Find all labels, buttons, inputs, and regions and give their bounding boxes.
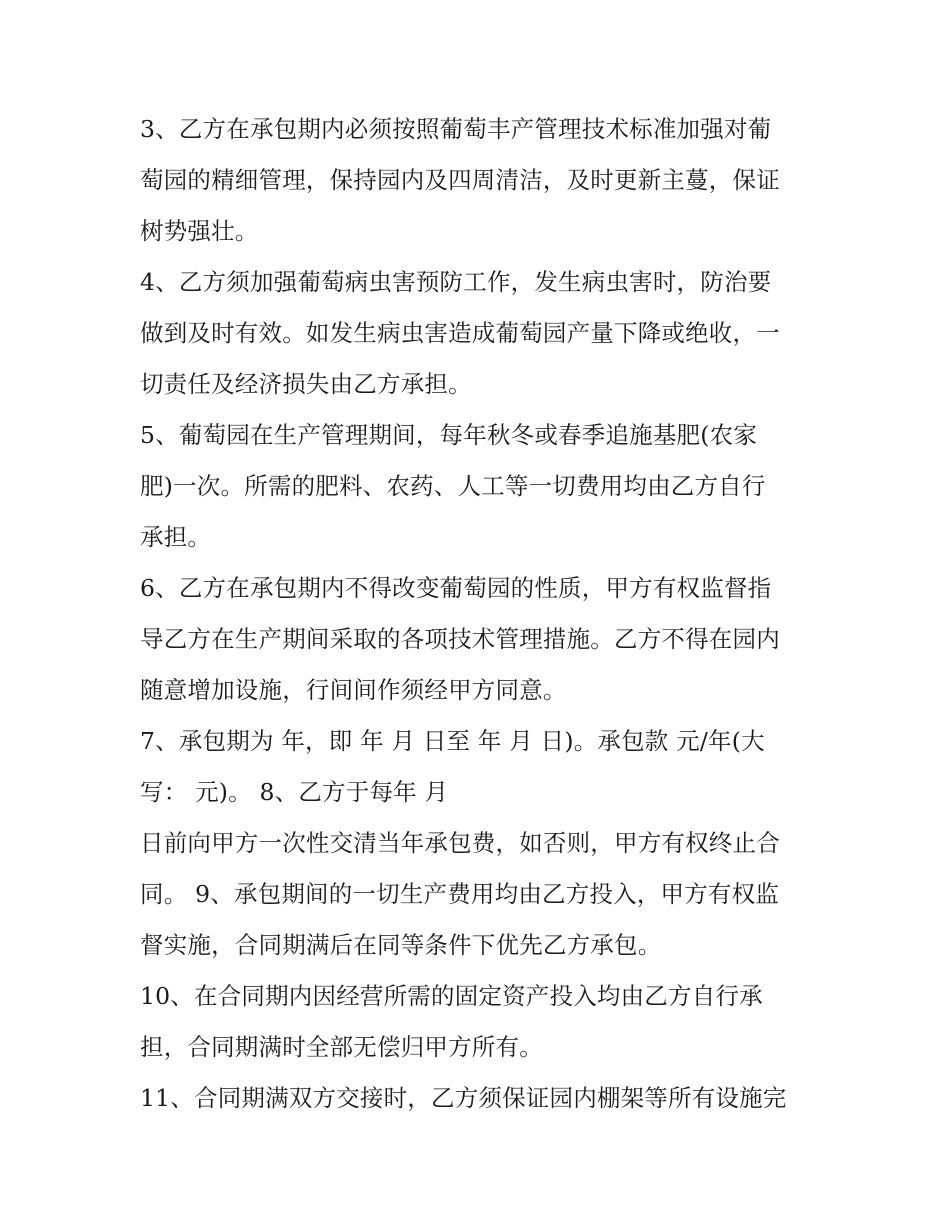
text-line: 随意增加设施，行间间作须经甲方同意。 bbox=[140, 676, 567, 704]
text-line: 7、承包期为 年，即 年 月 日至 年 月 日)。承包款 元/年(大 bbox=[140, 727, 765, 755]
text-line: 做到及时有效。如发生病虫害造成葡萄园产量下降或绝收，一 bbox=[140, 319, 780, 347]
text-line: 树势强壮。 bbox=[140, 217, 259, 245]
text-line: 日前向甲方一次性交清当年承包费，如否则，甲方有权终止合 bbox=[140, 829, 780, 857]
text-line: 6、乙方在承包期内不得改变葡萄园的性质，甲方有权监督指 bbox=[140, 574, 772, 602]
text-line: 10、在合同期内因经营所需的固定资产投入均由乙方自行承 bbox=[140, 982, 763, 1010]
text-line: 4、乙方须加强葡萄病虫害预防工作，发生病虫害时，防治要 bbox=[140, 268, 772, 296]
text-line: 担，合同期满时全部无偿归甲方所有。 bbox=[140, 1033, 543, 1061]
document-body bbox=[140, 104, 820, 1124]
text-line: 同。 9、承包期间的一切生产费用均由乙方投入，甲方有权监 bbox=[140, 880, 780, 908]
text-line: 写： 元)。 8、乙方于每年 月 bbox=[140, 778, 449, 806]
text-line: 督实施，合同期满后在同等条件下优先乙方承包。 bbox=[140, 931, 662, 959]
text-line: 承担。 bbox=[140, 523, 212, 551]
text-line: 切责任及经济损失由乙方承担。 bbox=[140, 370, 472, 398]
text-line: 5、葡萄园在生产管理期间，每年秋冬或春季追施基肥(农家 bbox=[140, 421, 758, 449]
text-line: 导乙方在生产期间采取的各项技术管理措施。乙方不得在园内 bbox=[140, 625, 780, 653]
text-line: 3、乙方在承包期内必须按照葡萄丰产管理技术标准加强对葡 bbox=[140, 115, 772, 143]
text-line: 11、合同期满双方交接时，乙方须保证园内棚架等所有设施完 bbox=[140, 1084, 787, 1112]
text-line: 萄园的精细管理，保持园内及四周清洁，及时更新主蔓，保证 bbox=[140, 166, 780, 194]
text-line: 肥)一次。所需的肥料、农药、人工等一切费用均由乙方自行 bbox=[140, 472, 766, 500]
